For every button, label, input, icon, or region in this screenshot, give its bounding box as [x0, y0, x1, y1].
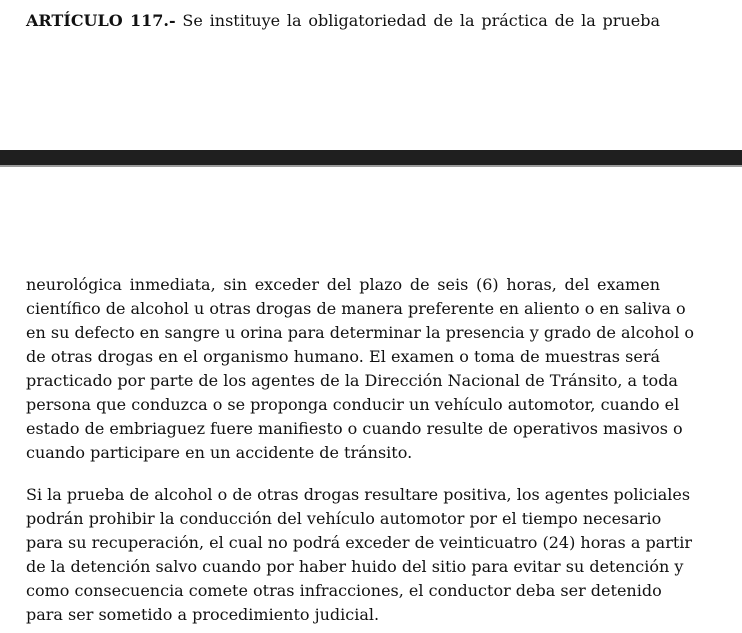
article-first-line-text: Se instituye la obligatoriedad de la práctica de la prueba: [175, 11, 661, 30]
paragraph-1-line: persona que conduzca o se proponga conducir un vehículo automotor, cuando el: [26, 395, 680, 414]
paragraph-1-line: estado de embriaguez fuere manifiesto o cuando resulte de operativos masivos o: [26, 419, 683, 438]
paragraph-1-line: científico de alcohol u otras drogas de manera preferente en aliento o en saliva o: [26, 299, 686, 318]
paragraph-1-line: de otras drogas en el organismo humano. El examen o toma de muestras será: [26, 347, 660, 366]
page-break-bar: [0, 150, 742, 165]
article-heading: ARTÍCULO 117.-: [26, 11, 176, 30]
paragraph-2-line: de la detención salvo cuando por haber huido del sitio para evitar su detención y: [26, 557, 684, 576]
paragraph-2-line: Si la prueba de alcohol o de otras drogas resultare positiva, los agentes policiales: [26, 485, 691, 504]
article-first-line: [26, 9, 660, 33]
paragraph-1-line: neurológica inmediata, sin exceder del plazo de seis (6) horas, del examen: [26, 275, 660, 294]
paragraph-1-line: en su defecto en sangre u orina para determinar la presencia y grado de alcohol o: [26, 323, 695, 342]
paragraph-1-line: cuando participare en un accidente de tránsito.: [26, 443, 413, 462]
paragraph-2-line: podrán prohibir la conducción del vehículo automotor por el tiempo necesario: [26, 509, 662, 528]
paragraph-2-line: para su recuperación, el cual no podrá exceder de veinticuatro (24) horas a partir: [26, 533, 693, 552]
paragraph-1-line: practicado por parte de los agentes de la Dirección Nacional de Tránsito, a toda: [26, 371, 678, 390]
paragraph-2-line: como consecuencia comete otras infracciones, el conductor deba ser detenido: [26, 581, 662, 600]
paragraph-2-line: para ser sometido a procedimiento judicial.: [26, 605, 380, 624]
